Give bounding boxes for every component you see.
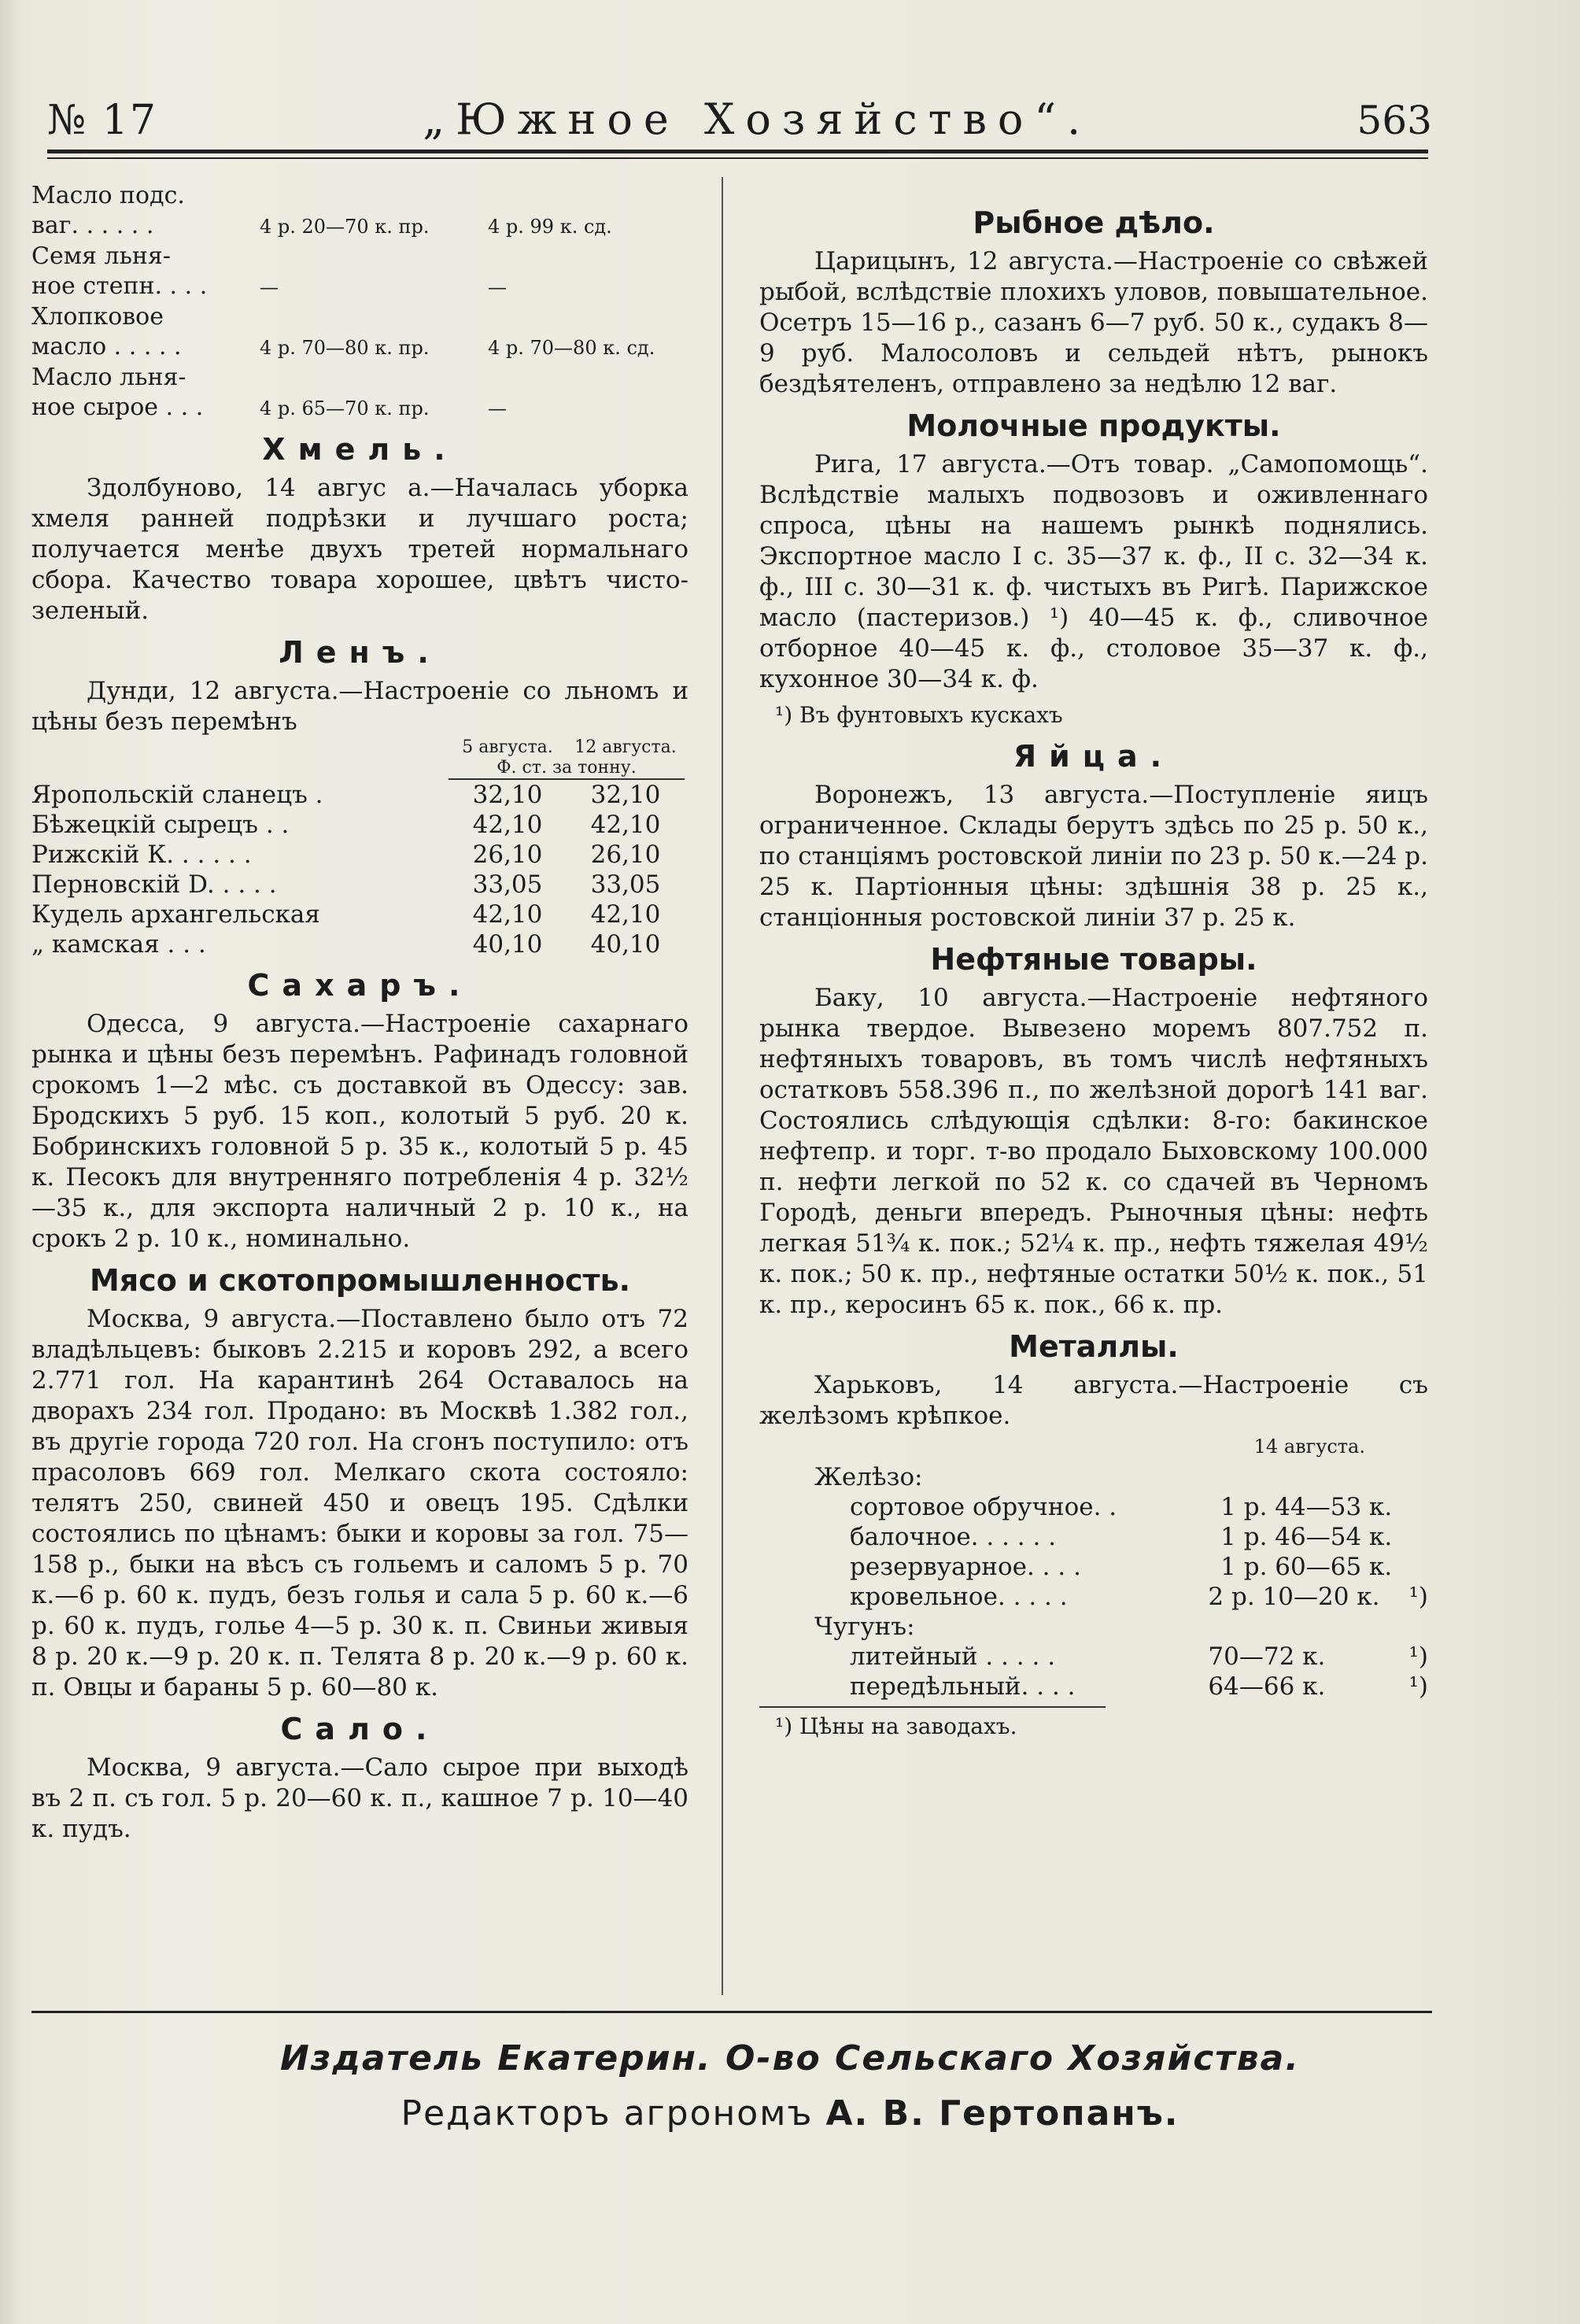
oil-name: ваг. . . . . . — [31, 212, 154, 239]
flax-name: „ камская . . . — [31, 930, 206, 959]
oil-price-row — [31, 181, 688, 211]
metals-text: Харьковъ, 14 августа.—Настроеніе съ желѣзомъ крѣпкое. — [759, 1371, 1428, 1430]
dairy-footnote: ¹) Въ фунтовыхъ кускахъ — [775, 702, 1063, 728]
meat-heading: Мясо и скотопромышленность. — [89, 1263, 631, 1298]
page-number: 563 — [1357, 98, 1432, 143]
flax-header-blank — [31, 737, 449, 758]
column-divider — [722, 177, 723, 1995]
flax-b: 32,10 — [590, 781, 661, 809]
metal-f: ¹) — [1408, 1583, 1428, 1611]
lard-heading: Сало. — [280, 1712, 440, 1746]
oil-p1: 4 р. 70—80 к. пр. — [260, 337, 430, 359]
metal-price-table — [814, 1462, 1428, 1701]
oil-p2: — — [488, 276, 507, 298]
flax-a: 42,10 — [472, 900, 543, 929]
oil-price-row — [31, 242, 688, 272]
metal-n: резервуарное. . . . — [850, 1553, 1081, 1581]
oil-price-row — [31, 302, 688, 332]
table-row — [31, 870, 685, 900]
flax-name: Бѣжецкій сырецъ . . — [31, 811, 290, 839]
vegetable-oil-list — [31, 181, 688, 423]
metal-f: ¹) — [1408, 1672, 1428, 1701]
meat-text: Москва, 9 августа.—Поставлено было отъ 72 владѣльцевъ: быковъ 2.215 и коровъ 292, а всего 2.771 гол. На карантинѣ 264 Оставалось на дворахъ 234 гол. Продано: въ Москвѣ 1.382 гол., въ другіе города 720 гол. На сгонъ поступило: отъ прасоловъ 669 гол. Мелкаго скота состояло: телятъ 250, свиней 450 и овецъ 195. Сдѣлки состоялись по цѣнамъ: быки и коровы за гол. 75—158 р., быки на вѣсъ съ гольемъ и саломъ 5 р. 70 к.—6 р. 60 к. пудъ, безъ голья и сала 5 р. 60 к.—6 р. 60 к. пудъ, голье 4—5 р. 30 к. п. Свиньи живыя 8 р. 20 к.—9 р. 20 к. п. Телята 8 р. 20 к.—9 р. 60 к. п. Овцы и бараны 5 р. 60—80 к. — [31, 1305, 688, 1701]
table-row — [31, 779, 685, 810]
metal-row — [850, 1582, 1428, 1612]
metal-n: сортовое обручное. . — [850, 1493, 1117, 1521]
flax-name: Кудель архангельская — [31, 900, 320, 929]
metal-n: литейный . . . . . — [850, 1642, 1056, 1671]
table-row — [31, 810, 685, 840]
hop-heading: Хмель. — [262, 432, 458, 467]
flax-unit-blank — [31, 758, 449, 779]
dairy-heading: Молочные продукты. — [906, 408, 1281, 443]
header-rule-thin — [47, 157, 1428, 159]
flax-b: 42,10 — [590, 900, 661, 929]
iron-label: Желѣзо: — [814, 1463, 923, 1491]
metal-p: 1 р. 46—54 к. — [1220, 1523, 1393, 1551]
flax-b: 33,05 — [590, 870, 661, 899]
flax-a: 33,05 — [472, 870, 543, 899]
metal-p: 2 р. 10—20 к. — [1208, 1583, 1380, 1611]
oil-price-row — [31, 393, 688, 423]
oil-goods-heading: Нефтяные товары. — [930, 942, 1257, 977]
oil-price-row — [31, 211, 688, 242]
oil-p2: 4 р. 99 к. сд. — [488, 216, 612, 238]
eggs-text: Воронежъ, 13 августа.—Поступленіе яицъ ограниченное. Склады берутъ здѣсь по 25 р. 50 к., по станціямъ ростовской линіи по 23 р. 50 к.—24 р. 25 к. Партіонныя цѣны: здѣшнія 38 р. 25 к., станціонныя ростовской линіи 37 р. 25 к. — [759, 781, 1428, 932]
oil-name: Хлопковое — [31, 303, 164, 331]
flax-col-header-1: 5 августа. — [462, 737, 553, 757]
flax-unit: Ф. ст. за тонну. — [449, 758, 685, 779]
editor-name: А. В. Гертопанъ. — [825, 2093, 1179, 2134]
oil-price-row — [31, 272, 688, 302]
flax-a: 42,10 — [472, 811, 543, 839]
journal-title: „Южное Хозяйство“. — [423, 94, 1092, 144]
metal-n: балочное. . . . . . — [850, 1523, 1057, 1551]
oil-price-row — [31, 363, 688, 393]
sugar-heading: Сахаръ. — [247, 968, 473, 1003]
flax-col-header-2: 12 августа. — [574, 737, 677, 757]
issue-number: № 17 — [47, 97, 157, 144]
flax-name: Яропольскій сланецъ . — [31, 780, 323, 809]
flax-text: Дунди, 12 августа.—Настроеніе со льномъ и цѣны безъ перемѣнъ — [31, 677, 688, 736]
metal-f: ¹) — [1408, 1642, 1428, 1671]
editor-prefix: Редакторъ агрономъ — [401, 2093, 814, 2134]
oil-p1: — — [260, 276, 279, 298]
oil-name: ное сырое . . . — [31, 393, 204, 421]
dairy-text: Рига, 17 августа.—Отъ товар. „Самопомощь“. Вслѣдствіе малыхъ подвозовъ и оживленнаго спроса, цѣны на нашемъ рынкѣ поднялись. Экспортное масло I с. 35—37 к. ф., II с. 32—34 к. ф., III с. 30—31 к. ф. чистыхъ въ Ригѣ. Парижское масло (пастеризов.) ¹) 40—45 к. ф., сливочное отборное 40—45 к. ф., столовое 35—37 к. ф., кухонное 30—34 к. ф. — [759, 450, 1428, 693]
oil-name: масло . . . . . — [31, 333, 182, 360]
flax-b: 26,10 — [590, 841, 661, 869]
table-row — [31, 840, 685, 870]
metal-row — [850, 1522, 1428, 1552]
fish-heading: Рыбное дѣло. — [973, 205, 1215, 240]
hop-text: Здолбуново, 14 авгус а.—Началась уборка хмеля ранней подрѣзки и лучшаго роста; получается менѣе двухъ третей нормальнаго сбора. Качество товара хорошее, цвѣтъ чисто-зеленый. — [31, 474, 688, 625]
flax-heading: Ленъ. — [279, 635, 441, 670]
oil-name: Масло льня- — [31, 364, 186, 391]
metal-p: 64—66 к. — [1208, 1672, 1326, 1701]
flax-a: 32,10 — [472, 781, 543, 809]
sugar-text: Одесса, 9 августа.—Настроеніе сахарнаго рынка и цѣны безъ перемѣнъ. Рафинадъ головной срокомъ 1—2 мѣс. съ доставкой въ Одессу: зав. Бродскихъ 5 руб. 15 коп., колотый 5 руб. 20 к. Бобринскихъ головной 5 р. 35 к., колотый 5 р. 45 к. Песокъ для внутренняго потребленія 4 р. 32½—35 к., для экспорта наличный 2 р. 10 к., на срокъ 2 р. 10 к., номинально. — [31, 1010, 688, 1253]
flax-a: 40,10 — [472, 930, 543, 959]
flax-b: 42,10 — [590, 811, 661, 839]
lard-text: Москва, 9 августа.—Сало сырое при выходѣ въ 2 п. съ гол. 5 р. 20—60 к. п., кашное 7 р. 10—40 к. пудъ. — [31, 1753, 688, 1843]
metal-p: 70—72 к. — [1208, 1642, 1326, 1671]
metals-heading: Металлы. — [1009, 1329, 1179, 1364]
page-header — [47, 94, 1432, 150]
publisher-line: Издатель Екатерин. О-во Сельскаго Хозяйства. — [279, 2038, 1301, 2078]
metal-row — [850, 1492, 1428, 1522]
flax-a: 26,10 — [472, 841, 543, 869]
table-row — [31, 929, 685, 959]
metal-row — [850, 1642, 1428, 1672]
metal-n: передѣльный. . . . — [850, 1672, 1076, 1701]
oil-p2: 4 р. 70—80 к. сд. — [488, 337, 655, 359]
oil-p1: 4 р. 65—70 к. пр. — [260, 397, 430, 419]
oil-p1: 4 р. 20—70 к. пр. — [260, 216, 430, 238]
oil-goods-text: Баку, 10 августа.—Настроеніе нефтяного рынка твердое. Вывезено моремъ 807.752 п. нефтяныхъ товаровъ, въ томъ числѣ нефтяныхъ остатковъ 558.396 п., по желѣзной дорогѣ 141 ваг. Состоялись слѣдующія сдѣлки: 8-го: бакинское нефтепр. и торг. т-во продало Быховскому 100.000 п. нефти легкой по 52 к. со сдачей въ Черномъ Городѣ, деньги впередъ. Рыночныя цѣны: нефть легкая 51¾ к. пок.; 52¼ к. пр., нефть тяжелая 49½ к. пок.; 50 к. пр., нефтяные остатки 50½ к. пок., 51 к. пр., керосинъ 65 к. пок., 66 к. пр. — [759, 984, 1428, 1319]
oil-name: Семя льня- — [31, 242, 171, 270]
metal-n: кровельное. . . . . — [850, 1583, 1068, 1611]
table-row — [31, 900, 685, 929]
oil-name: Масло подс. — [31, 182, 185, 209]
cast-iron-label: Чугунъ: — [814, 1613, 915, 1641]
footer-rule — [31, 2011, 1432, 2013]
metals-footnote: ¹) Цѣны на заводахъ. — [759, 1706, 1106, 1742]
flax-b: 40,10 — [590, 930, 661, 959]
oil-price-row — [31, 332, 688, 363]
metal-p: 1 р. 44—53 к. — [1220, 1493, 1393, 1521]
flax-name: Перновскій D. . . . . — [31, 870, 277, 899]
eggs-heading: Яйца. — [1013, 739, 1175, 774]
header-rule — [47, 150, 1428, 153]
metal-row — [850, 1672, 1428, 1701]
fish-text: Царицынъ, 12 августа.—Настроеніе со свѣжей рыбой, вслѣдствіе плохихъ уловов, повышательное. Осетръ 15—16 р., сазанъ 6—7 руб. 50 к., судакъ 8—9 руб. Малосоловъ и сельдей нѣтъ, рынокъ бездѣятеленъ, отправлено за недѣлю 12 ваг. — [759, 247, 1428, 398]
right-column — [759, 197, 1428, 1742]
oil-p2: — — [488, 397, 507, 419]
editor-line — [0, 2093, 1580, 2134]
flax-price-table — [31, 737, 685, 959]
flax-name: Рижскій К. . . . . . — [31, 841, 252, 869]
left-column — [31, 181, 688, 1845]
metal-row — [850, 1552, 1428, 1582]
metal-p: 1 р. 60—65 к. — [1220, 1553, 1393, 1581]
oil-name: ное степн. . . . — [31, 272, 208, 300]
metals-date: 14 августа. — [1253, 1435, 1365, 1458]
